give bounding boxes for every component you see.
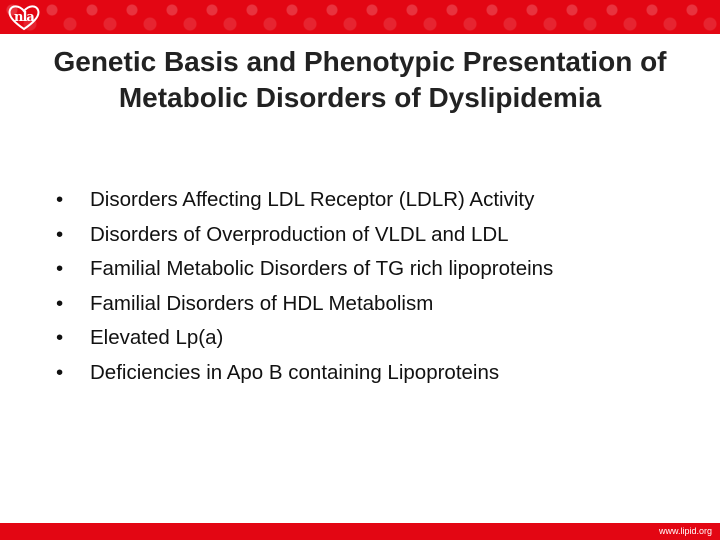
logo-text: nla [14,10,34,25]
list-item [50,287,553,322]
bullet-icon: • [56,257,64,281]
list-item-text: Elevated Lp(a) [90,326,224,350]
list-item [50,356,553,391]
list-item [50,183,553,218]
list-item-text: Familial Disorders of HDL Metabolism [90,291,434,315]
list-item-text: Deficiencies in Apo B containing Lipoproteins [90,360,500,384]
bullet-icon: • [56,326,64,350]
top-banner [0,0,720,34]
bullet-list [50,183,553,391]
list-item-text: Familial Metabolic Disorders of TG rich lipoproteins [90,257,554,281]
bullet-icon: • [56,188,64,211]
list-item-text: Disorders Affecting LDL Receptor (LDLR) Activity [90,188,535,211]
footer-url[interactable]: www.lipid.org [658,526,712,536]
list-item-text: Disorders of Overproduction of VLDL and LDL [90,222,509,246]
slide-title: Genetic Basis and Phenotypic Presentation of Metabolic Disorders of Dyslipidemia [53,46,667,113]
bullet-icon: • [56,291,64,315]
bottom-banner [0,523,720,540]
bullet-icon: • [56,360,64,384]
list-item [50,321,553,356]
bullet-icon: • [56,222,64,246]
nla-logo [6,3,42,31]
list-item [50,218,553,253]
list-item [50,252,553,287]
